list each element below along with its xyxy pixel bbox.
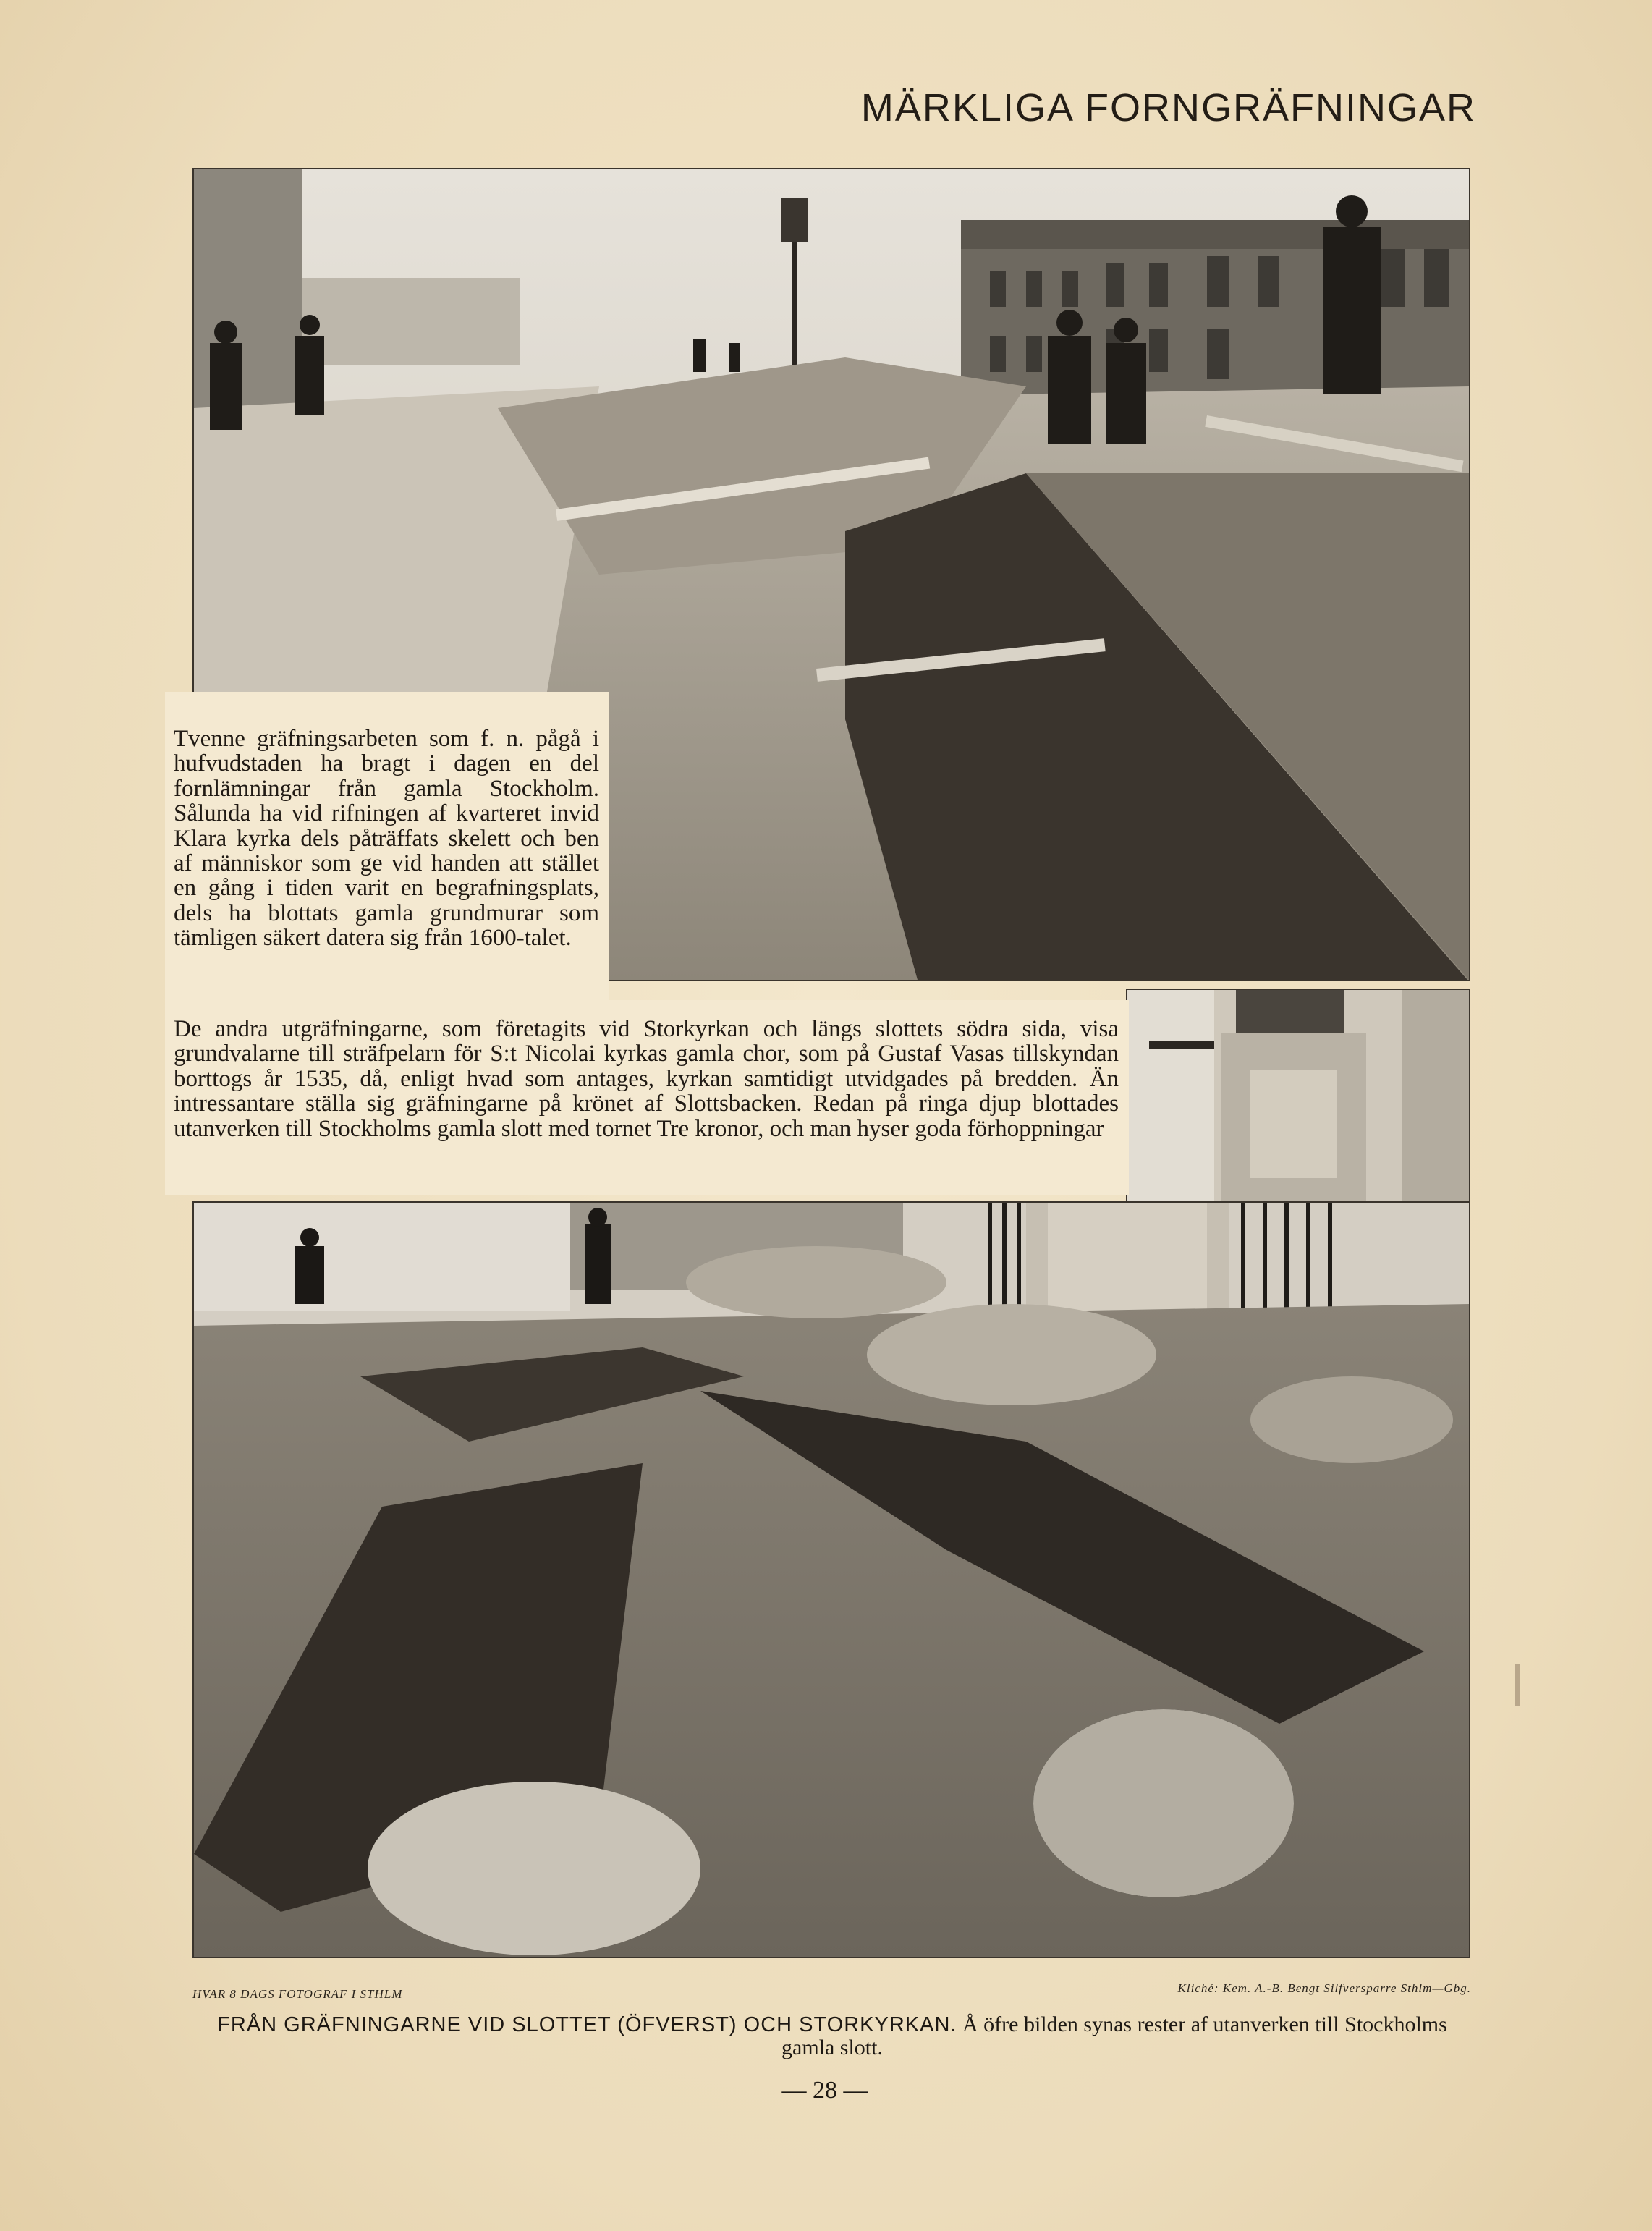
caption-title: FRÅN GRÄFNINGARNE VID SLOTTET (ÖFVERST) OCH STORKYRKAN.: [217, 2013, 957, 2036]
photo-storkyrkan-excavation: [192, 1201, 1470, 1958]
photographer-credit: HVAR 8 DAGS FOTOGRAF I STHLM: [192, 1987, 403, 2001]
article-paragraph-2: De andra utgräfningarne, som företagits vid Storkyrkan och längs slottets södra sida, visa grundvalarne till sträfpelarn för S:t Nicolai kyrkas gamla chor, som på Gustaf Vasas tillskyndan borttogs år 1535, då, enligt hvad som antages, kyrkan samtidigt utvidgades på bredden. Än intressantare ställa sig gräfningarne på krönet af Slottsbacken. Redan på ringa djup blottades utanverken till Stockholms gamla slott med tornet Tre kronor, och man hyser goda förhoppningar: [174, 1016, 1119, 1142]
page-header-title: MÄRKLIGA FORNGRÄFNINGAR: [860, 86, 1476, 130]
engraver-credit: Kliché: Kem. A.-B. Bengt Silfversparre Sthlm—Gbg.: [1177, 1981, 1471, 1995]
photo-caption: [190, 2013, 1475, 2059]
page-edge-mark: [1515, 1664, 1520, 1706]
caption-text: Å öfre bilden synas rester af utanverken till Stockholms gamla slott.: [781, 2012, 1447, 2059]
page-number: — 28 —: [781, 2077, 868, 2104]
photo-statue-monument: [1126, 989, 1470, 1208]
article-paragraph-1: Tvenne gräfningsarbeten som f. n. pågå i hufvudstaden ha bragt i dagen en del fornlämningar från gamla Stockholm. Sålunda ha vid rifningen af kvarteret invid Klara kyrka dels påträffats skelett och ben af människor som ge vid handen att stället en gång i tiden varit en begrafningsplats, dels ha blottats gamla grundmurar som tämligen säkert datera sig från 1600-talet.: [174, 726, 599, 952]
